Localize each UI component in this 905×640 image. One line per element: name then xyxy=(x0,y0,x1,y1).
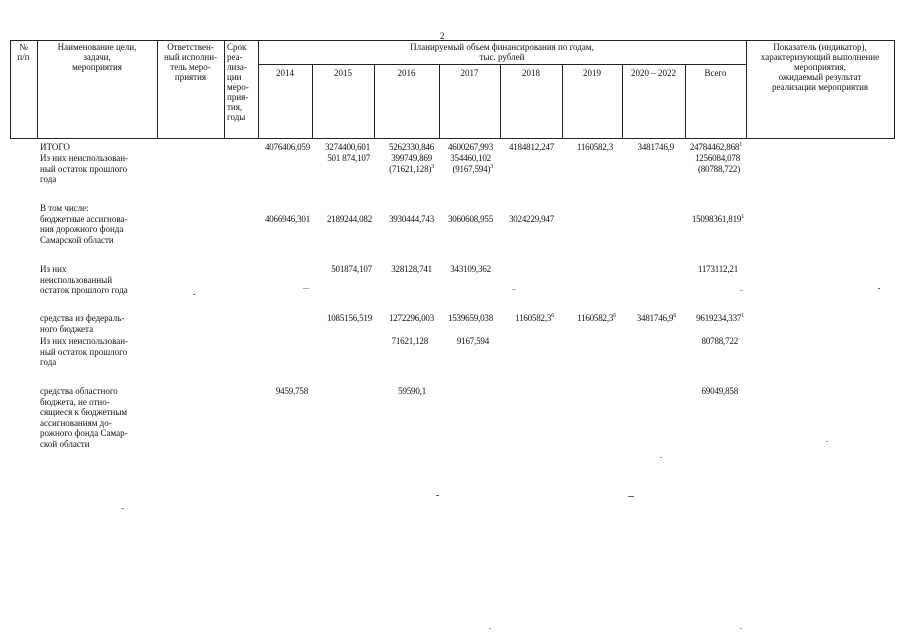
itogo-2017: 4600267,993 xyxy=(447,142,493,152)
header-year-2020-2022: 2020 – 2022 xyxy=(631,68,676,78)
itogo-rest-2017: 354460,102 xyxy=(450,153,491,163)
itogo-rest-2015: 501 874,107 xyxy=(327,153,370,163)
itogo-rest-2016: 399749,869 xyxy=(391,153,432,163)
itogo-2016: 5262330,846 xyxy=(388,142,434,152)
road-fund-rest-2017: 343109,362 xyxy=(450,264,491,274)
federal-2016: 1272296,003 xyxy=(388,313,434,323)
federal-2017: 1539659,038 xyxy=(447,313,493,323)
table-header xyxy=(10,40,895,138)
header-responsible: Ответствен- ный исполни- тель меро- приятия xyxy=(163,42,218,82)
scan-speck xyxy=(489,628,491,629)
scan-speck xyxy=(121,508,124,509)
header-year-total: Всего xyxy=(704,68,727,78)
federal-rest-2016: 71621,128 xyxy=(391,336,428,346)
itogo-rest-total-minus: (80788,722) xyxy=(697,164,740,174)
scan-speck xyxy=(660,457,662,458)
row-road-fund-rest-label: Из них неиспользованный остаток прошлого года xyxy=(40,264,128,295)
scan-speck xyxy=(436,495,439,496)
page-number: 2 xyxy=(440,31,445,41)
itogo-rest-total: 1256084,078 xyxy=(694,153,740,163)
itogo-rest-2016-minus: $(71621,128)^3$ xyxy=(389,164,434,174)
header-year-2015: 2015 xyxy=(334,68,352,78)
header-year-2017: 2017 xyxy=(460,68,479,78)
road-fund-total: 15098361,819$^1$ xyxy=(691,214,744,224)
header-planned: Планируемый объем финансирования по годам, тыс. рублей xyxy=(410,42,594,62)
row-road-fund-label: В том числе: бюджетные ассигнова- ния дорожного фонда Самарской области xyxy=(40,203,128,245)
row-federal-rest-label: Из них неиспользован- ный остаток прошлого года xyxy=(40,336,129,367)
scan-speck xyxy=(628,496,634,497)
itogo-2018: 4184812,247 xyxy=(508,142,554,152)
header-num: № п/п xyxy=(17,42,30,62)
header-indicator: Показатель (индикатор), характеризующий выполнение мероприятия, ожидаемый результат реализации мероприятия xyxy=(760,42,880,92)
road-fund-rest-2015: 501874,107 xyxy=(331,264,372,274)
scan-speck xyxy=(878,288,880,289)
federal-2019: 1160582,3$^6$ xyxy=(577,313,616,323)
itogo-2020-2022: 3481746,9 xyxy=(637,142,674,152)
federal-2015: 1085156,519 xyxy=(326,313,372,323)
road-fund-rest-2016: 328128,741 xyxy=(391,264,432,274)
itogo-total: 24784462,868$^1$ xyxy=(689,142,742,152)
scan-speck xyxy=(303,288,309,289)
regional-2016: 59590,1 xyxy=(398,386,426,396)
scan-speck xyxy=(193,294,195,295)
federal-rest-total: 80788,722 xyxy=(701,336,738,346)
header-year-2014: 2014 xyxy=(276,68,294,78)
scan-speck xyxy=(512,289,516,290)
road-fund-rest-total: 1173112,21 xyxy=(697,264,738,274)
row-regional-label: средства областного бюджета, не отно- сящиеся к бюджетным ассигнованиям до- рожного фонда Самар- ской области xyxy=(40,386,128,449)
row-itogo-rest-label: Из них неиспользован- ный остаток прошлого года xyxy=(40,153,129,184)
row-federal-label: средства из федераль- ного бюджета xyxy=(40,313,125,334)
itogo-2019: 1160582,3 xyxy=(576,142,613,152)
header-name: Наименование цели, задачи, мероприятия xyxy=(57,42,137,72)
federal-2018: 1160582,3$^6$ xyxy=(515,313,554,323)
itogo-2015: 3274400,601 xyxy=(324,142,370,152)
federal-2020-2022: 3481746,9$^6$ xyxy=(636,313,676,323)
scan-speck xyxy=(740,290,743,291)
road-fund-2015: 2189244,082 xyxy=(326,214,372,224)
itogo-rest-2017-minus: $(9167,594)^3$ xyxy=(452,164,493,174)
road-fund-2014: 4066946,301 xyxy=(264,214,310,224)
scan-speck xyxy=(826,441,828,442)
regional-2014: 9459,758 xyxy=(275,386,308,396)
header-term: Срок реа- лиза- ции меро- прия- тия, годы xyxy=(227,42,249,122)
road-fund-2016: 3930444,743 xyxy=(388,214,434,224)
road-fund-2017: 3060608,955 xyxy=(447,214,493,224)
row-itogo-label: ИТОГО xyxy=(40,142,70,152)
header-year-2019: 2019 xyxy=(583,68,601,78)
federal-total: 9619234,337$^1$ xyxy=(696,313,744,323)
regional-total: 69049,858 xyxy=(701,386,738,396)
road-fund-2018: 3024229,947 xyxy=(508,214,554,224)
itogo-2014: 4076406,059 xyxy=(264,142,310,152)
header-year-2018: 2018 xyxy=(522,68,540,78)
header-year-2016: 2016 xyxy=(397,68,416,78)
federal-rest-2017: 9167,594 xyxy=(456,336,489,346)
scan-speck xyxy=(740,628,742,629)
